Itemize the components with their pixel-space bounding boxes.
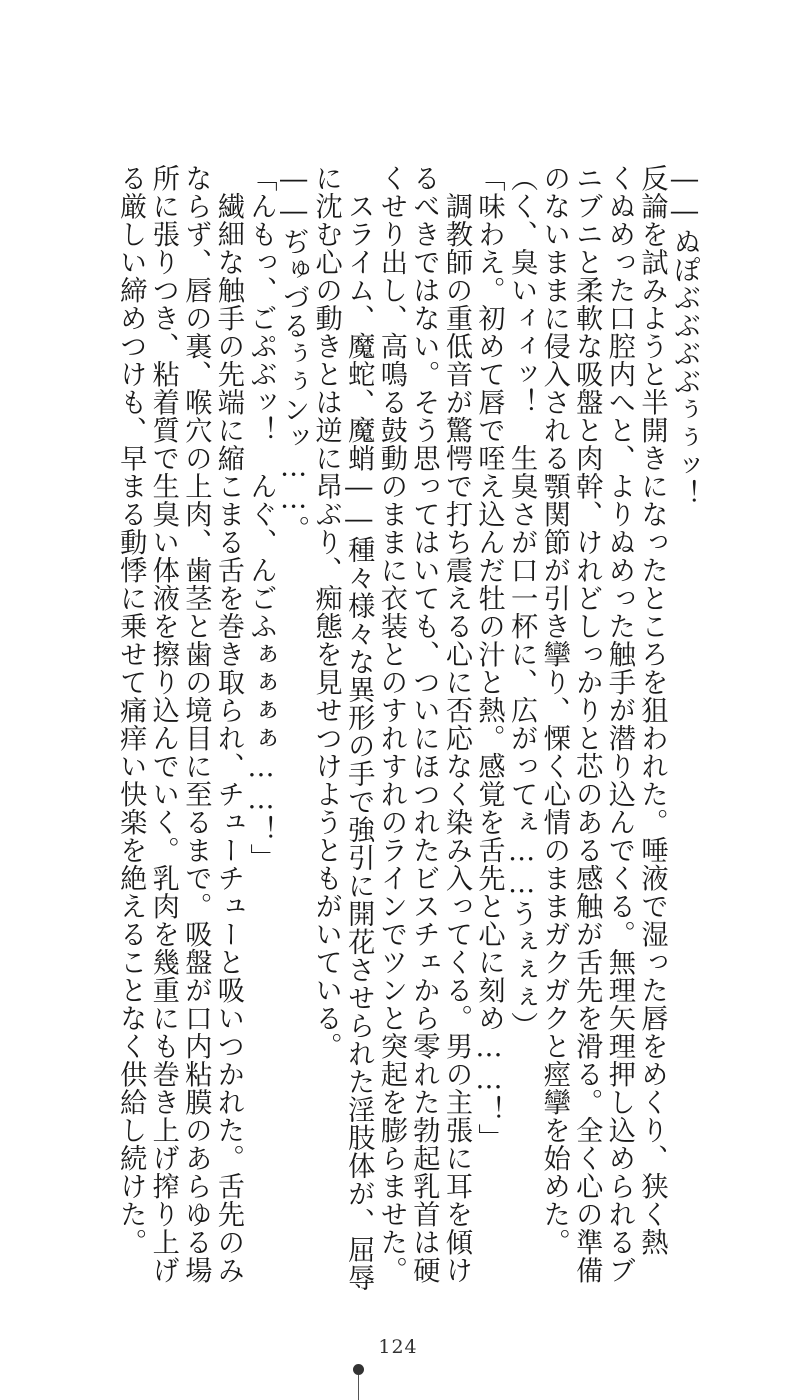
text-line: る厳しい締めつけも、早まる動悸に乗せて痛痒い快楽を絶えることなく供給し続けた。 [115, 164, 147, 1256]
text-line: ――ぬぽぶぶぶぶぅぅッ！ [669, 164, 700, 508]
text-line: 所に張りつき、粘着質で生臭い体液を擦り込んでいく。乳肉を幾重にも巻き上げ搾り上げ [147, 164, 179, 1284]
text-line: るべきではない。そう思ってはいても、ついにほつれたビスチェから零れた勃起乳首は硬 [408, 164, 440, 1284]
text-line: 「味わえ。初めて唇で咥え込んだ牡の汁と熱。感覚を舌先と心に刻め……！」 [473, 164, 505, 1152]
text-line: ならず、唇の裏、喉穴の上肉、歯茎と歯の境目に至るまで。吸盤が口内粘膜のあらゆる場 [180, 164, 212, 1284]
page-number: 124 [378, 1336, 418, 1358]
text-line: スライム、魔蛇、魔蛸――種々様々な異形の手で強引に開花させられた淫肢体が、屈辱 [343, 164, 375, 1292]
text-line: 繊細な触手の先端に縮こまる舌を巻き取られ、チューチューと吸いつかれた。舌先のみ [212, 164, 244, 1284]
text-line: のないままに侵入される顎関節が引き攣り、慄く心情のままガクガクと痙攣を始めた。 [538, 164, 570, 1256]
vertical-text-body [115, 164, 700, 1292]
text-line: 反論を試みようと半開きになったところを狙われた。唾液で湿った唇をめくり、狭く熱 [636, 164, 668, 1256]
text-line: くぬめった口腔内へと、よりぬめった触手が潜り込んでくる。無理矢理押し込められるブ [603, 164, 635, 1284]
text-line: 「んもっ、ごぷぶッ！ んぐ、んごふぁぁぁぁ……！」 [245, 164, 277, 872]
text-line: （く、臭いィィッ！ 生臭さが口一杯に、広がってぇ……うぇぇぇ） [506, 164, 538, 1040]
text-line: に沈む心の動きとは逆に昂ぶり、痴態を見せつけようともがいている。 [310, 164, 342, 1060]
text-line: くせり出し、高鳴る鼓動のままに衣装とのすれすれのラインでツンと突起を膨らませた。 [375, 164, 407, 1284]
page-marker-dot [353, 1364, 364, 1375]
text-line: ニブニと柔軟な吸盤と肉幹、けれどしっかりと芯のある感触が舌先を滑る。全く心の準備 [571, 164, 603, 1284]
text-line: ――ぢゅづるぅぅンッ……。 [278, 164, 310, 544]
page-marker-line [358, 1375, 359, 1400]
text-line: 調教師の重低音が驚愕で打ち震える心に否応なく染み入ってくる。男の主張に耳を傾け [440, 164, 472, 1284]
